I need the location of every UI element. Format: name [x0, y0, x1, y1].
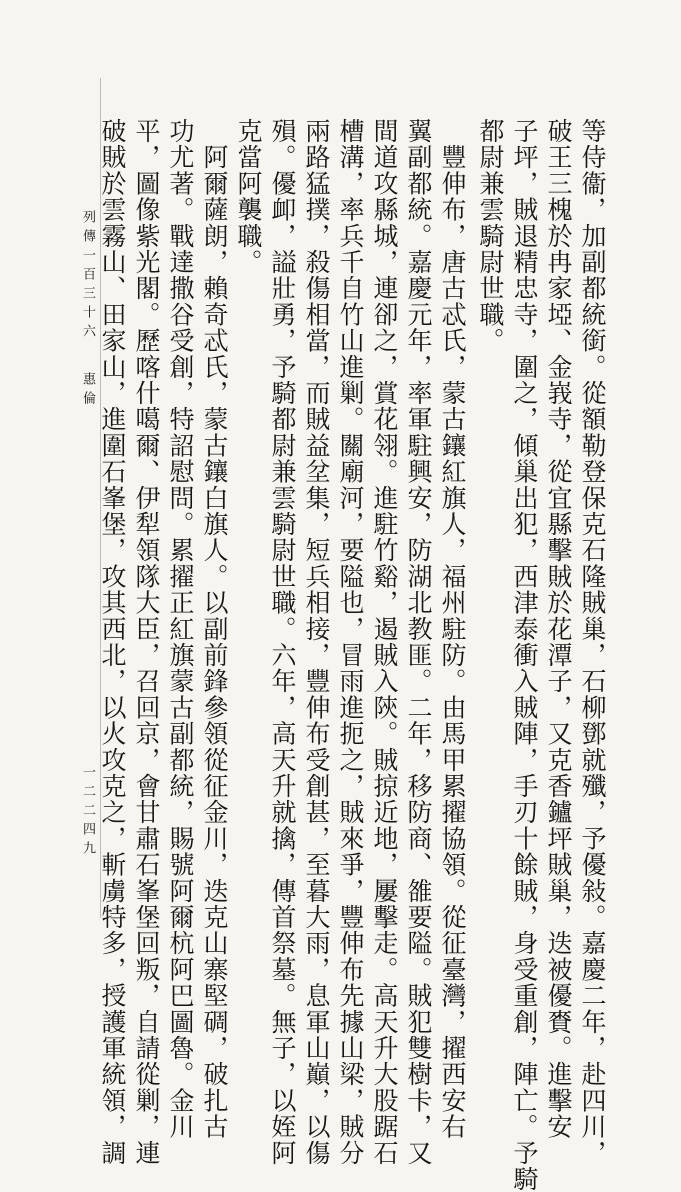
text-column: 破王三槐於冉家埡、金峩寺，從宜縣擊賊於花潭子，又克香鑪坪賊巢，迭被優賚。進擊安: [544, 118, 573, 1140]
text-column: 殞。優卹，謚壯勇，予騎都尉兼雲騎尉世職。六年，高天升就擒，傳首祭墓。無子，以姪阿: [268, 118, 297, 1166]
running-head: 列傳一百三十六: [80, 210, 95, 343]
text-column: 間道攻縣城，連卻之，賞花翎。進駐竹谿，遏賊入陝。賊掠近地，屢擊走。高天升大股踞石: [370, 118, 399, 1166]
text-column: 破賊於雲霧山、田家山，進圍石峯堡，攻其西北，以火攻克之，斬虜特多，授護軍統領，調: [98, 118, 127, 1166]
text-column: 子坪，賊退精忠寺，圍之，傾巢出犯，西津泰衝入賊陣，手刃十餘賊，身受重創，陣亡。予騎: [510, 118, 539, 1192]
running-author: 惠倫: [80, 372, 95, 410]
page-number: 一二二四九: [80, 765, 95, 860]
text-column: 阿爾薩朗，賴奇忒氏，蒙古鑲白旗人。以副前鋒參領從征金川，迭克山寨堅碉，破扎古: [200, 118, 229, 1140]
text-column: 槽溝，率兵千自竹山進剿。關廟河，要隘也，冒雨進扼之，賊來爭，豐伸布先據山梁，賊分: [336, 118, 365, 1166]
text-column: 克當阿襲職。: [234, 118, 263, 276]
text-column: 等侍衞，加副都統銜。從額勒登保克石隆賊巢，石柳鄧就殲，予優敍。嘉慶二年，赴四川，: [578, 118, 607, 1166]
text-column: 都尉兼雲騎尉世職。: [476, 118, 505, 354]
text-column: 兩路猛撲，殺傷相當，而賊益坌集，短兵相接，豐伸布受創甚，至暮大雨，息軍山巔，以傷: [302, 118, 331, 1166]
text-column: 平，圖像紫光閣。歷喀什噶爾、伊犁領隊大臣，召回京，會甘肅石峯堡回叛，自請從剿，連: [132, 118, 161, 1166]
text-column: 功尤著。戰達撒谷受創，特詔慰問。累擢正紅旗蒙古副都統，賜號阿爾杭阿巴圖魯。金川: [166, 118, 195, 1140]
text-column: 翼副都統。嘉慶元年，率軍駐興安，防湖北教匪。二年，移防商、雒要隘。賊犯雙樹卡，又: [404, 118, 433, 1166]
text-column: 豐伸布，唐古忒氏，蒙古鑲紅旗人，福州駐防。由馬甲累擢協領。從征臺灣，擢西安右: [438, 118, 467, 1140]
